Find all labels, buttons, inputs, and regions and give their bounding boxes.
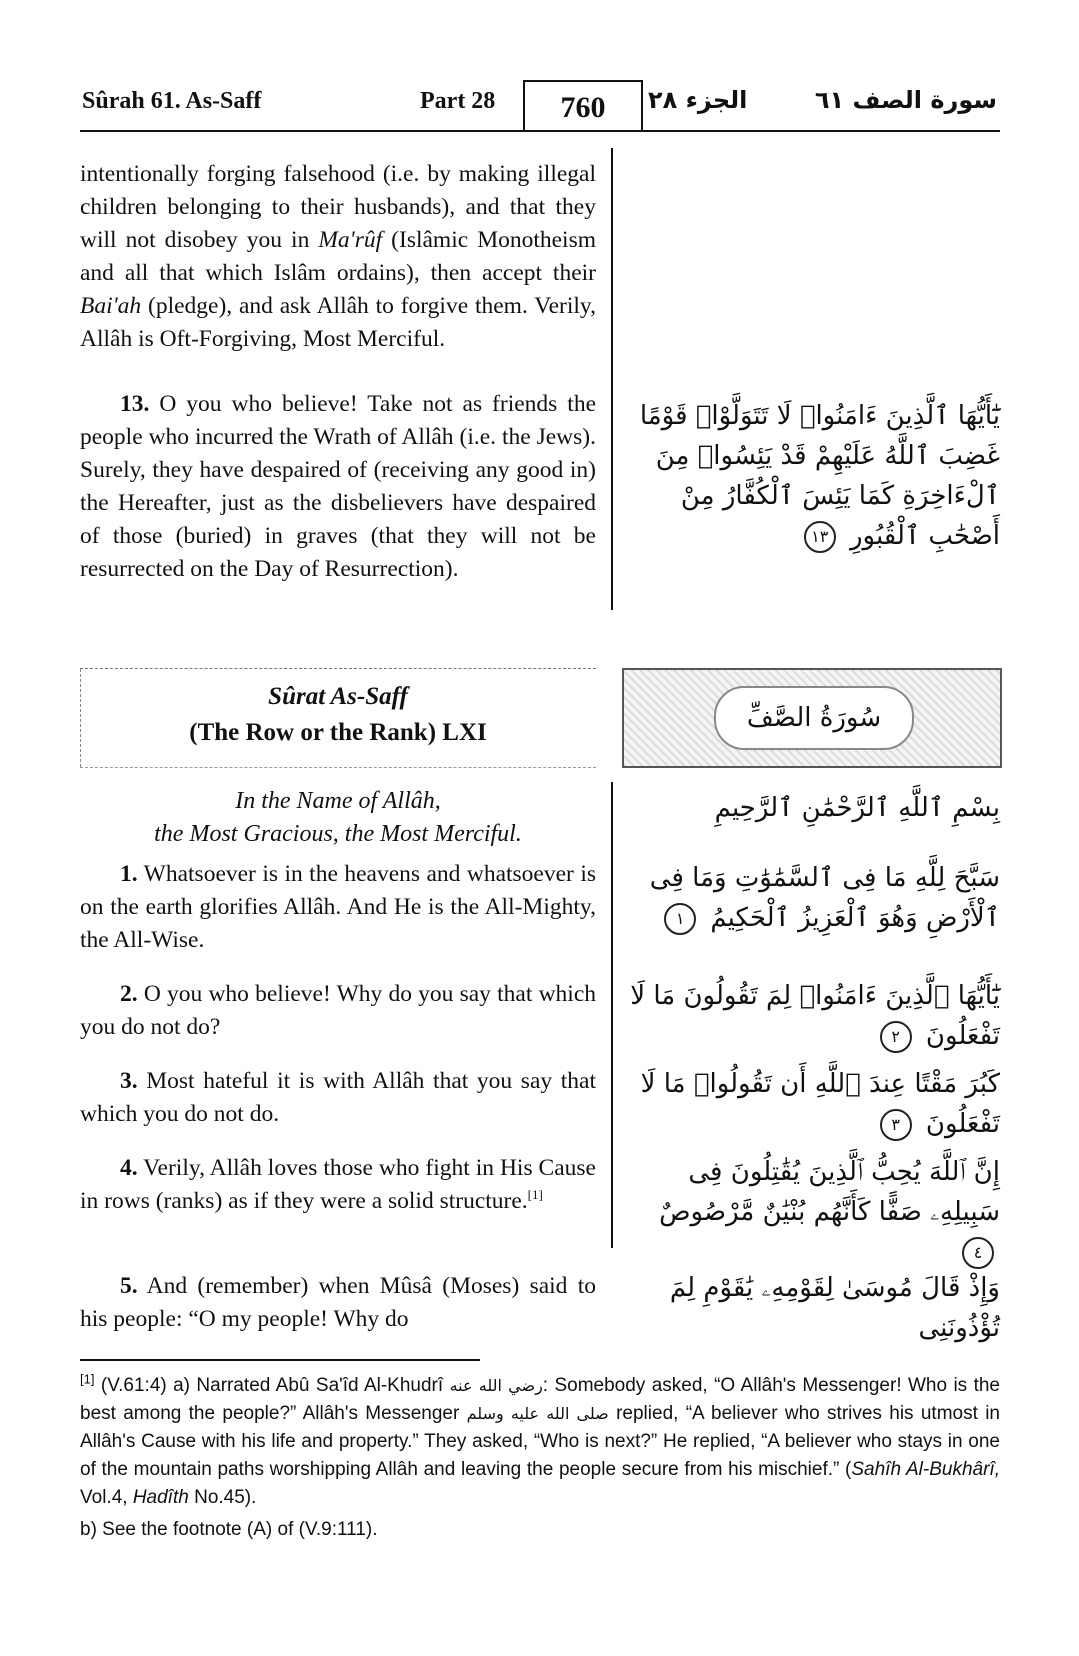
- basmala-arabic-text: بِسْمِ ٱللَّهِ ٱلرَّحْمَٰنِ ٱلرَّحِيمِ: [714, 793, 1000, 823]
- surah-banner-arabic: [622, 668, 1002, 768]
- verse-2-arabic: [620, 976, 1000, 1056]
- continuation-text: intentionally forging falsehood (i.e. by making illegal children belonging to their husbands), and that they will not disobey you in: [80, 161, 596, 253]
- column-divider-top: [611, 148, 613, 610]
- honorific-1: رضي الله عنه: [449, 1376, 543, 1395]
- verse-5-arabic: [620, 1268, 1000, 1348]
- header-surah-arabic: سورة الصف ٦١: [814, 86, 997, 114]
- header-part-arabic: الجزء ٢٨: [648, 86, 748, 114]
- surah-subtitle: (The Row or the Rank) LXI: [189, 719, 487, 746]
- verse-number: 4.: [120, 1155, 138, 1181]
- verse-text: Most hateful it is with Allâh that you say that which you do not do.: [80, 1068, 597, 1127]
- footnote-text-3: replied, “A believer who strives his utmost in Allâh's Cause with his life and property.” They asked, “Who is next?” He replied, “A believer who stays in one of the mountain paths worshipping Allâh and leaving the people secure from his mischief.” (: [80, 1403, 1000, 1480]
- verse-text: O you who believe! Why do you say that which you do not do?: [80, 981, 596, 1040]
- footnote-source: Sahîh Al-Bukhârî,: [851, 1459, 1000, 1480]
- footnote-text-2: : Somebody asked, “O Allâh's Messenger! Who is the best among the people?” Allâh's Messenger: [80, 1375, 1001, 1424]
- verse-text: O you who believe! Take not as friends the people who incurred the Wrath of Allâh (i.e. the Jews). Surely, they have despaired of (receiving any good in) the Hereafter, just as the disbelievers have despaired of those (buried) in graves (that they will not be resurrected on the Day of Resurrection).: [80, 391, 597, 582]
- arabic-text: وَإِذْ قَالَ مُوسَىٰ لِقَوْمِهِۦ يَٰقَوْمِ لِمَ تُؤْذُونَنِى: [669, 1273, 1000, 1343]
- verse-3-arabic: [620, 1064, 1000, 1144]
- header-surah-title: Sûrah 61. As-Saff: [82, 88, 262, 114]
- verse-1: [80, 858, 596, 957]
- verse-number: 13.: [120, 391, 150, 417]
- verse-4: [80, 1152, 596, 1218]
- continuation-text-3: (pledge), and ask Allâh to forgive them. Verily, Allâh is Oft-Forgiving, Most Merciful.: [80, 293, 596, 352]
- verse-3: [80, 1065, 596, 1131]
- verse-text: Verily, Allâh loves those who fight in His Cause in rows (ranks) as if they were a solid structure.: [80, 1155, 596, 1214]
- column-divider-bottom: [611, 782, 613, 1248]
- term-maruf: Ma'rûf: [318, 227, 383, 253]
- surah-banner: [80, 668, 596, 768]
- verse-number: 1.: [120, 861, 138, 887]
- basmala: [80, 785, 596, 851]
- verse-text: Whatsoever is in the heavens and whatsoever is on the earth glorifies Allâh. And He is the All-Mighty, the All-Wise.: [80, 861, 596, 953]
- verse-number: 2.: [120, 981, 138, 1007]
- ayah-end-marker: ٤: [962, 1237, 994, 1269]
- arabic-text: يَٰٓأَيُّهَا ٱلَّذِينَ ءَامَنُوا۟ لِمَ تَقُولُونَ مَا لَا تَفْعَلُونَ: [630, 981, 1000, 1051]
- surah-title: Sûrat As-Saff: [268, 683, 408, 710]
- verse-text: And (remember) when Mûsâ (Moses) said to his people: “O my people! Why do: [80, 1273, 596, 1332]
- surah-title-arabic: سُورَةُ الصَّفِّ: [714, 686, 914, 750]
- banner-border: [80, 669, 81, 767]
- footnote-text-4: Vol.4,: [80, 1487, 128, 1508]
- ayah-end-marker: ١: [664, 903, 696, 935]
- arabic-text: سَبَّحَ لِلَّهِ مَا فِى ٱلسَّمَٰوَٰتِ وَمَا فِى ٱلْأَرْضِ وَهُوَ ٱلْعَزِيزُ ٱلْحَكِيمُ: [649, 863, 1000, 933]
- footnote-hadith: Hadîth: [132, 1487, 189, 1508]
- basmala-line-2: the Most Gracious, the Most Merciful.: [154, 821, 522, 847]
- ayah-end-marker: ١٣: [804, 521, 836, 553]
- footnote-rule: [80, 1359, 480, 1361]
- footnote-ref[interactable]: [1]: [527, 1187, 543, 1203]
- footnote: [80, 1372, 1000, 1544]
- footnote-marker: [1]: [80, 1371, 95, 1387]
- footnote-text-5: No.45).: [194, 1487, 257, 1508]
- footnote-b: b) See the footnote (A) of (V.9:111).: [80, 1519, 378, 1540]
- arabic-text: يَٰٓأَيُّهَا ٱلَّذِينَ ءَامَنُوا۟ لَا تَتَوَلَّوْا۟ قَوْمًا غَضِبَ ٱللَّهُ عَلَيْهِمْ قَدْ يَئِسُوا۟ مِنَ ٱلْءَاخِرَةِ كَمَا يَئِسَ ٱلْكُفَّارُ مِنْ أَصْحَٰبِ ٱلْقُبُورِ: [639, 401, 1000, 551]
- ayah-end-marker: ٣: [880, 1109, 912, 1141]
- continuation-text-2: (Islâmic Monotheism and all that which Islâm ordains), then accept their: [80, 227, 596, 286]
- verse-2: [80, 978, 596, 1044]
- header-rule: [80, 130, 1000, 132]
- verse-4-arabic: [620, 1152, 1000, 1272]
- honorific-2: صلى الله عليه وسلم: [466, 1404, 609, 1423]
- ayah-end-marker: ٢: [880, 1021, 912, 1053]
- header-part: Part 28: [420, 88, 496, 114]
- verse-number: 3.: [120, 1068, 138, 1094]
- term-baiah: Bai'ah: [80, 293, 142, 319]
- continuation-paragraph: [80, 158, 596, 356]
- footnote-text: (V.61:4) a) Narrated Abû Sa'îd Al-Khudrî: [100, 1375, 444, 1396]
- verse-5: [80, 1270, 596, 1336]
- basmala-arabic: [620, 788, 1000, 828]
- arabic-text: إِنَّ ٱللَّهَ يُحِبُّ ٱلَّذِينَ يُقَٰتِلُونَ فِى سَبِيلِهِۦ صَفًّا كَأَنَّهُم بُنْيَٰنٌ مَّرْصُوصٌ: [659, 1157, 1000, 1227]
- arabic-text: كَبُرَ مَقْتًا عِندَ ٱللَّهِ أَن تَقُولُوا۟ مَا لَا تَفْعَلُونَ: [640, 1069, 1000, 1139]
- page-number: 760: [523, 80, 643, 132]
- verse-13-arabic: [620, 396, 1000, 556]
- verse-1-arabic: [620, 858, 1000, 938]
- verse-number: 5.: [120, 1273, 138, 1299]
- verse-13: [80, 388, 596, 586]
- basmala-line-1: In the Name of Allâh,: [235, 788, 441, 814]
